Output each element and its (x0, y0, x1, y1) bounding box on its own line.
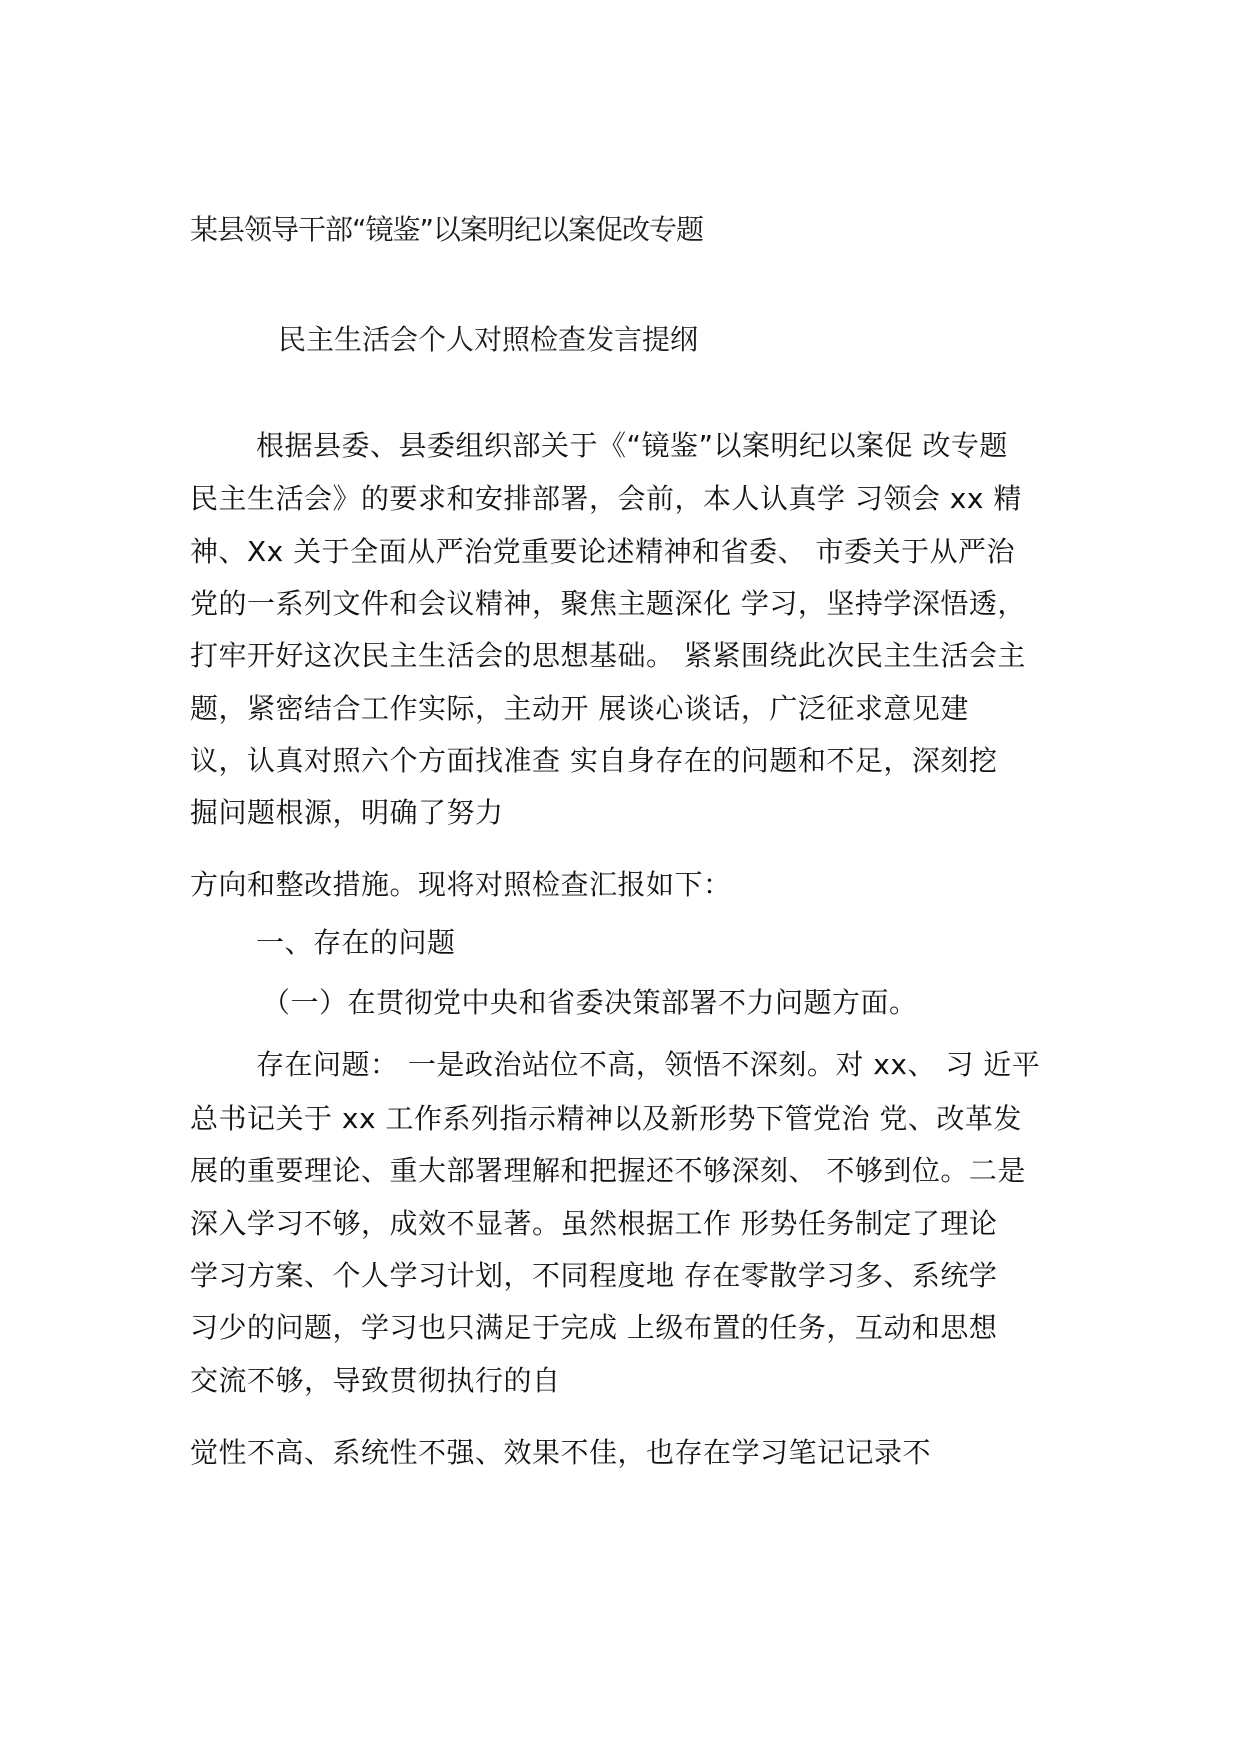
body-line-13: 总书记关于 xx 工作系列指示精神以及新形势下管党治 党、改革发 (190, 1102, 1022, 1135)
section-heading-problems: 一、存在的问题 (256, 926, 456, 959)
body-line-7: 议，认真对照六个方面找准查 实自身存在的问题和不足，深刻挖 (190, 744, 998, 777)
body-line-14: 展的重要理论、重大部署理解和把握还不够深刻、 不够到位。二是 (190, 1154, 1026, 1187)
body-line-12: 存在问题： 一是政治站位不高，领悟不深刻。对 xx、 习 近平 (256, 1048, 1041, 1081)
body-line-18: 交流不够，导致贯彻执行的自 (190, 1364, 561, 1397)
body-line-3: 神、Xx 关于全面从严治党重要论述精神和省委、 市委关于从严治 (190, 535, 1016, 568)
body-line-15: 深入学习不够，成效不显著。虽然根据工作 形势任务制定了理论 (190, 1207, 998, 1240)
body-line-6: 题，紧密结合工作实际，主动开 展谈心谈话，广泛征求意见建 (190, 692, 969, 725)
body-line-16: 学习方案、个人学习计划，不同程度地 存在零散学习多、系统学 (190, 1259, 998, 1292)
body-line-9: 方向和整改措施。现将对照检查汇报如下： (190, 868, 732, 901)
body-line-4: 党的一系列文件和会议精神，聚焦主题深化 学习，坚持学深悟透， (190, 587, 1026, 620)
body-line-1: 根据县委、县委组织部关于《“镜鉴”以案明纪以案促 改专题 (256, 429, 1008, 462)
body-line-17: 习少的问题，学习也只满足于完成 上级布置的任务，互动和思想 (190, 1311, 998, 1344)
document-title-line-1: 某县领导干部“镜鉴”以案明纪以案促改专题 (190, 213, 704, 246)
body-line-8: 掘问题根源，明确了努力 (190, 796, 504, 829)
body-line-2: 民主生活会》的要求和安排部署，会前，本人认真学 习领会 xx 精 (190, 482, 1022, 515)
body-line-19: 觉性不高、系统性不强、效果不佳，也存在学习笔记记录不 (190, 1436, 932, 1469)
body-line-5: 打牢开好这次民主生活会的思想基础。 紧紧围绕此次民主生活会主 (190, 639, 1026, 672)
document-title-line-2: 民主生活会个人对照检查发言提纲 (278, 323, 699, 356)
subsection-heading-1: （一）在贯彻党中央和省委决策部署不力问题方面。 (262, 986, 918, 1019)
